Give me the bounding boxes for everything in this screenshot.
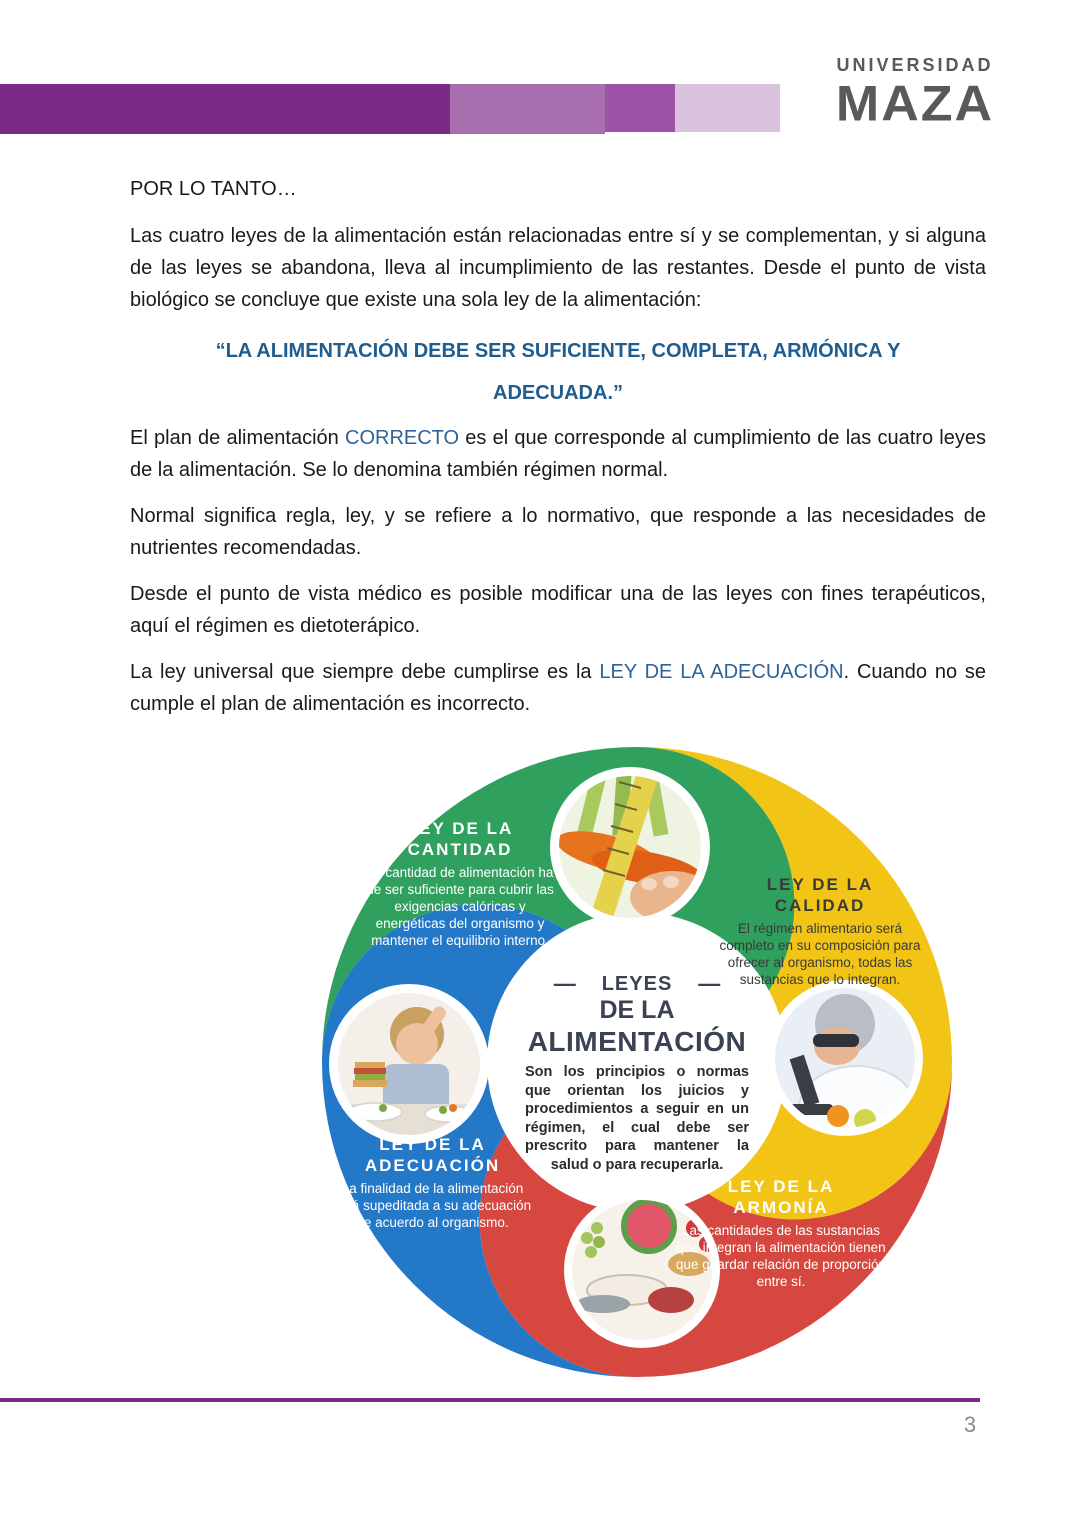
law-block-cantidad: [359, 818, 561, 949]
highlight-ley-adecuacion: LEY DE LA ADECUACIÓN: [599, 661, 844, 683]
law-block-armonia: [675, 1176, 887, 1290]
paragraph-2: [130, 422, 986, 486]
page-number: 3: [963, 1412, 977, 1437]
bar-segment-1: [0, 84, 450, 134]
university-logo: [810, 54, 1020, 130]
quote-heading: [130, 330, 986, 414]
bar-segment-3: [605, 84, 675, 132]
infographic-center-text: [525, 972, 749, 1174]
paragraph-3: Normal significa regla, ley, y se refiere a lo normativo, que responde a las necesidades de nutrientes recomendadas.: [130, 505, 986, 559]
left-dash: —: [553, 971, 576, 996]
law-adecuacion-title-line1: LEY DE LA: [379, 1135, 486, 1154]
center-description: Son los principios o normas que orientan los juicios y procedimientos a seguir en un régimen, el cual debe ser prescrito para mantener la salud o para recuperarla.: [525, 1064, 749, 1173]
photo-child-eating: [329, 984, 489, 1144]
law-cantidad-description: La cantidad de alimentación ha de ser suficiente para cubrir las exigencias calóricas y energéticas del organismo y mantener el equilibrio interno.: [366, 865, 554, 948]
center-title-leyes: LEYES: [601, 973, 673, 995]
paragraph-4: Desde el punto de vista médico es posible modificar una de las leyes con fines terapéuticos, aquí el régimen es dietoterápico.: [130, 583, 986, 637]
paragraph-5: [130, 656, 986, 720]
bar-segment-4: [675, 84, 780, 132]
logo-text-universidad: UNIVERSIDAD: [836, 55, 994, 75]
intro-heading: POR LO TANTO…: [130, 178, 297, 200]
law-armonia-title-line1: LEY DE LA: [727, 1177, 835, 1196]
law-calidad-description: El régimen alimentario será completo en su composición para ofrecer al organismo, todas las sustancias que lo integran.: [719, 921, 921, 987]
paragraph-5-text-end: . Cuando no se cumple el plan de alimentación es incorrecto.: [130, 661, 987, 715]
law-calidad-title-line2: CALIDAD: [774, 896, 866, 915]
page-content: [130, 176, 986, 734]
law-calidad-title-line1: LEY DE LA: [766, 875, 874, 894]
paragraph-2-text: El plan de alimentación: [130, 427, 345, 449]
law-block-adecuacion: [330, 1134, 535, 1231]
law-calidad-title: [715, 874, 925, 916]
law-armonia-title: [675, 1176, 887, 1218]
law-adecuacion-title-line2: ADECUACIÓN: [364, 1156, 501, 1175]
law-cantidad-title-line2: CANTIDAD: [407, 840, 513, 859]
logo-text-maza: MAZA: [835, 76, 995, 132]
law-adecuacion-description: La finalidad de la alimentación está supeditada a su adecuación de acuerdo al organismo.: [333, 1181, 532, 1230]
quote-line-2: ADECUADA.”: [493, 382, 623, 404]
quote-line-1: “LA ALIMENTACIÓN DEBE SER SUFICIENTE, COMPLETA, ARMÓNICA Y: [215, 340, 901, 362]
law-armonia-title-line2: ARMONÍA: [733, 1198, 829, 1217]
law-block-calidad: [715, 874, 925, 988]
bar-segment-2: [450, 84, 605, 134]
laws-of-nutrition-infographic: [297, 742, 977, 1382]
center-title-row: [525, 972, 749, 996]
paragraph-5-text: La ley universal que siempre debe cumplirse es la: [130, 661, 600, 683]
center-title-de-la: DE LA: [599, 996, 675, 1024]
law-adecuacion-title: [330, 1134, 535, 1176]
law-cantidad-title: [359, 818, 561, 860]
law-cantidad-title-line1: LEY DE LA: [406, 819, 514, 838]
footer-rule: [0, 1398, 980, 1402]
highlight-correcto: CORRECTO: [345, 427, 460, 449]
paragraph-2-text-end: es el que corresponde al cumplimiento de las cuatro leyes de la alimentación. Se lo denomina también régimen normal.: [130, 427, 986, 481]
paragraph-1: Las cuatro leyes de la alimentación están relacionadas entre sí y se complementan, y si alguna de las leyes se abandona, lleva al incumplimiento de las restantes. Desde el punto de vista biológico se concluye que existe una sola ley de la alimentación:: [130, 225, 986, 311]
center-title-alimentacion: ALIMENTACIÓN: [527, 1026, 747, 1057]
header-color-bar: [0, 84, 780, 134]
law-armonia-description: Las cantidades de las sustancias que integran la alimentación tienen que guardar relación de proporción entre sí.: [675, 1223, 887, 1289]
right-dash: —: [698, 971, 721, 996]
